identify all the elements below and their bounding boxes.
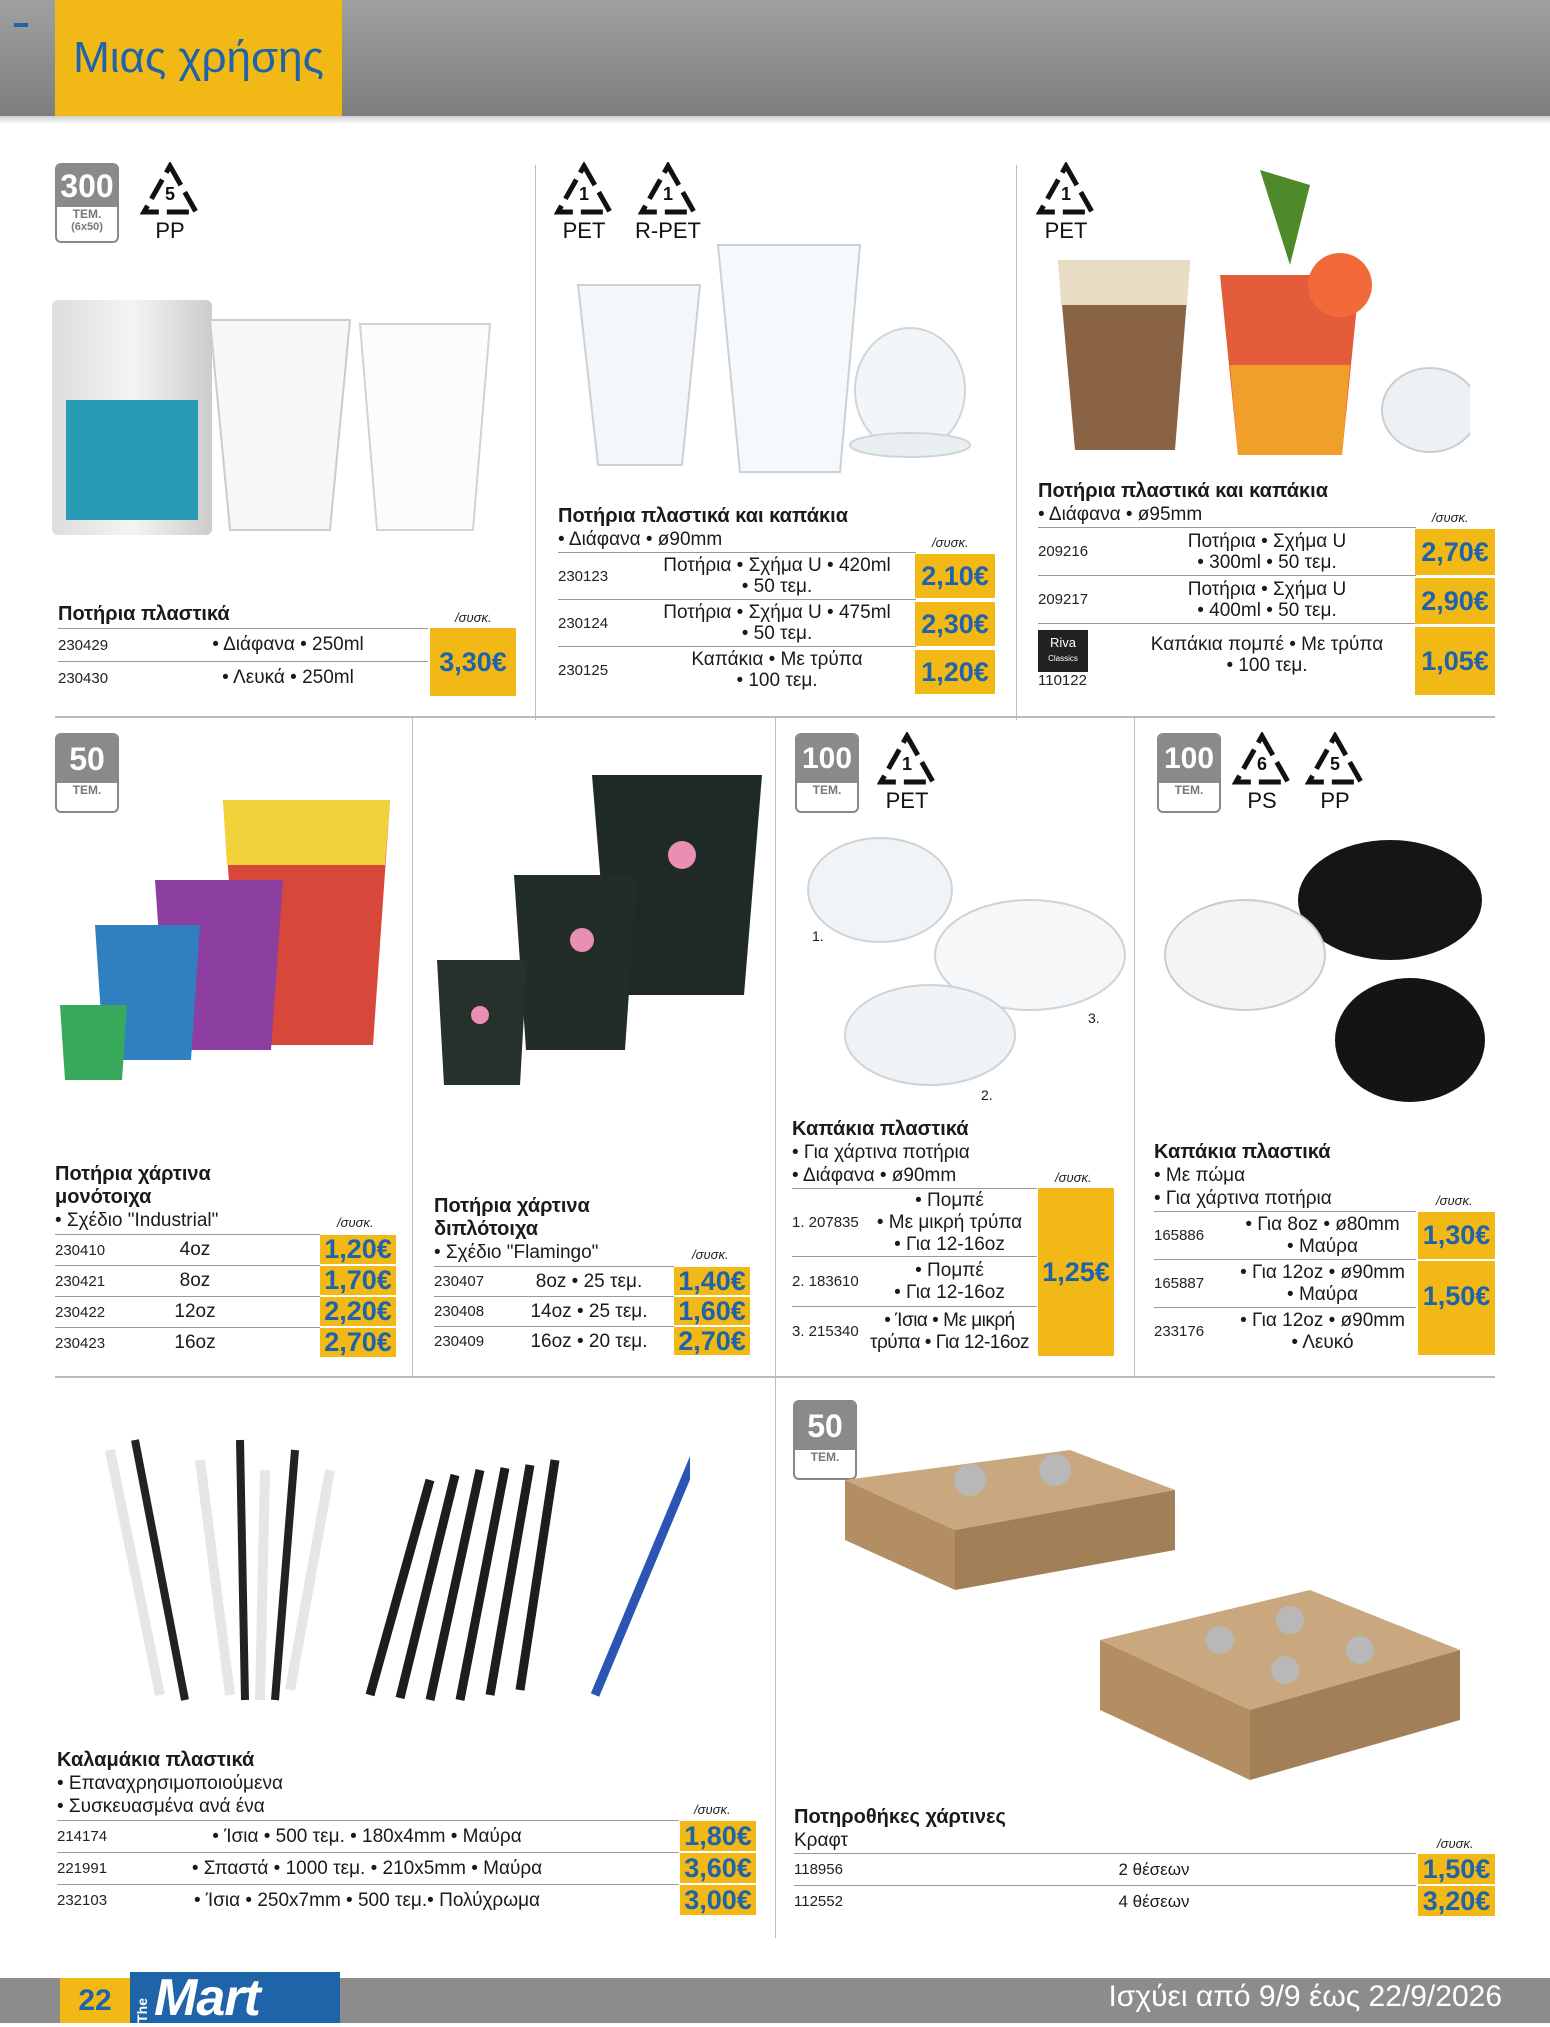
price-tag: 1,70€: [320, 1266, 396, 1295]
recycle-icon: [875, 732, 939, 814]
badge-unit: ΤΕΜ.: [1174, 783, 1204, 797]
recycle-number: 1: [1060, 184, 1071, 204]
table-row: [58, 628, 428, 661]
unit-label: /συσκ.: [1436, 1193, 1473, 1208]
product-title: Καλαμάκια πλαστικά: [57, 1749, 255, 1771]
product-subtitle: Κραφτ: [794, 1830, 849, 1851]
product-code: 230429: [58, 636, 109, 654]
price-tag: 1,30€: [1418, 1212, 1495, 1259]
product-subtitle: • Συσκευασμένα ανά ένα: [57, 1796, 265, 1817]
recycle-label: PET: [885, 788, 929, 813]
badge-number: 50: [57, 735, 117, 783]
product-desc: • Πομπέ: [915, 1259, 984, 1281]
table-row: [1154, 1307, 1416, 1355]
product-desc: • Λευκό: [1291, 1331, 1354, 1353]
product-code: 230408: [434, 1303, 485, 1320]
table-row: [558, 646, 916, 693]
pack-label: [66, 400, 198, 520]
product-desc: Καπάκια πομπέ • Με τρύπα: [1150, 634, 1384, 655]
unit-label: /συσκ.: [692, 1247, 729, 1262]
cup-stack-pack-image: [52, 300, 212, 535]
product-code: 1. 207835: [792, 1214, 859, 1231]
price-tag: 3,20€: [1418, 1886, 1495, 1916]
table-row: [1038, 575, 1416, 623]
unit-label: /συσκ.: [932, 535, 969, 550]
unit-label: /συσκ.: [337, 1215, 374, 1230]
product-table: [434, 1266, 674, 1356]
validity-text: Ισχύει από 9/9 έως 22/9/2026: [1108, 1980, 1502, 2013]
product-desc: • 100 τεμ.: [1226, 655, 1308, 676]
pack-badge: [1157, 733, 1221, 813]
price-tag: 1,20€: [320, 1235, 396, 1264]
table-row: [1038, 527, 1416, 575]
industrial-paper-cups-image: [55, 795, 400, 1085]
table-row: [55, 1265, 320, 1296]
product-code: 3. 215340: [792, 1323, 859, 1340]
price-tag: 1,05€: [1415, 627, 1495, 695]
item-marker: 1.: [812, 928, 824, 944]
product-code: 230430: [58, 669, 109, 687]
product-table: [1038, 527, 1416, 689]
product-code: 230423: [55, 1334, 106, 1352]
recycle-number: 1: [662, 184, 673, 204]
price-tag: 1,50€: [1418, 1261, 1495, 1355]
price-tag: 3,00€: [680, 1885, 756, 1915]
divider: [775, 718, 776, 1378]
product-table: [55, 1234, 320, 1358]
table-row: [792, 1188, 1037, 1256]
divider: [535, 165, 536, 720]
product-code: 230407: [434, 1273, 485, 1290]
badge-sub: (6x50): [71, 221, 103, 233]
product-code: 232103: [57, 1892, 108, 1909]
product-table: [794, 1853, 1416, 1917]
product-code: 230410: [55, 1241, 106, 1259]
product-desc: 8oz • 25 τεμ.: [535, 1270, 643, 1292]
unit-label: /συσκ.: [1437, 1836, 1474, 1851]
unit-label: /συσκ.: [1055, 1170, 1092, 1185]
clear-cups-lids-image: [570, 240, 1000, 480]
product-subtitle: • Επαναχρησιμοποιούμενα: [57, 1773, 283, 1794]
table-row: [434, 1296, 674, 1326]
clear-lids-image: [800, 820, 1130, 1090]
unit-label: /συσκ.: [455, 610, 492, 625]
divider: [412, 718, 413, 1378]
table-row: [55, 1327, 320, 1358]
product-desc: Ποτήρια • Σχήμα U • 475ml: [663, 602, 891, 623]
recycle-icon: [138, 162, 202, 244]
item-marker: 3.: [1088, 1010, 1100, 1026]
badge-number: 300: [57, 165, 117, 207]
recycle-number: 1: [578, 184, 589, 204]
product-code: 2. 183610: [792, 1273, 859, 1290]
product-code: 230422: [55, 1303, 106, 1321]
product-desc: • Μαύρα: [1287, 1235, 1358, 1257]
riva-logo: [1038, 630, 1088, 672]
section-title-box: [55, 0, 342, 116]
badge-number: 50: [795, 1402, 855, 1450]
product-subtitle: • Με πώμα: [1154, 1165, 1246, 1186]
product-title: Ποτηροθήκες χάρτινες: [794, 1806, 1006, 1828]
brand-the: The: [134, 1998, 150, 2023]
table-row: [57, 1884, 679, 1916]
table-row: [792, 1256, 1037, 1306]
badge-unit: ΤΕΜ.: [72, 207, 102, 221]
pack-badge: [55, 163, 119, 243]
product-desc: Ποτήρια • Σχήμα U: [1187, 530, 1347, 552]
product-title: διπλότοιχα: [434, 1218, 539, 1240]
product-code: 230125: [558, 661, 609, 679]
product-code: 221991: [57, 1860, 108, 1877]
price-tag: 2,70€: [320, 1328, 396, 1357]
product-code: 230409: [434, 1333, 485, 1350]
brand-mart: Mart: [154, 1969, 260, 2027]
item-marker: 2.: [981, 1087, 993, 1103]
product-title: Ποτήρια χάρτινα: [55, 1163, 211, 1185]
product-code: 209216: [1038, 543, 1089, 560]
cup-holders-image: [840, 1450, 1480, 1810]
coffee-lids-image: [1160, 840, 1495, 1140]
product-desc: 14oz • 25 τεμ.: [530, 1300, 648, 1322]
section-title: Μιας χρήσης: [73, 33, 324, 82]
table-row: [794, 1853, 1416, 1885]
product-desc: • Για 12oz • ø90mm: [1240, 1309, 1405, 1331]
product-desc: 16oz • 20 τεμ.: [530, 1330, 648, 1352]
product-desc: 8oz: [179, 1270, 211, 1291]
brand-logo: [130, 1969, 340, 2027]
product-table: [558, 552, 916, 693]
recycle-icon: [1303, 732, 1367, 814]
divider: [1016, 165, 1017, 720]
recycle-label: R-PET: [635, 218, 701, 243]
product-desc: • Για 12-16oz: [894, 1233, 1005, 1255]
product-table: [792, 1188, 1037, 1356]
recycle-number: 1: [901, 754, 912, 774]
product-desc: 4 θέσεων: [1118, 1891, 1190, 1911]
divider: [775, 1378, 776, 1938]
product-title: μονότοιχα: [55, 1186, 152, 1208]
product-desc: Ποτήρια • Σχήμα U • 420ml: [663, 555, 891, 576]
badge-number: 100: [797, 735, 857, 783]
product-code: 165886: [1154, 1227, 1205, 1244]
table-row: [792, 1306, 1037, 1356]
product-subtitle: • Διάφανα • ø90mm: [792, 1165, 957, 1186]
product-subtitle: • Για χάρτινα ποτήρια: [792, 1142, 970, 1163]
recycle-label: PS: [1247, 788, 1277, 813]
product-title: Ποτήρια πλαστικά: [58, 603, 230, 625]
logo-name: Riva: [1049, 635, 1076, 650]
price-tag: 3,30€: [430, 628, 516, 696]
plastic-cups-image: [205, 310, 495, 540]
divider: [1134, 718, 1135, 1378]
product-code: 209217: [1038, 591, 1089, 608]
product-subtitle: • Σχέδιο "Industrial": [55, 1210, 219, 1231]
product-code: 118956: [794, 1861, 843, 1878]
coffee-cocktail-cups-image: [1050, 165, 1470, 465]
price-tag: 2,10€: [915, 554, 995, 598]
badge-number: 100: [1159, 735, 1219, 783]
product-desc: • Ίσια • 500 τεμ. • 180x4mm • Μαύρα: [212, 1825, 522, 1847]
product-desc: • Για 12-16oz: [894, 1281, 1005, 1303]
product-desc: • Λευκά • 250ml: [222, 667, 354, 688]
product-desc: Ποτήρια • Σχήμα U: [1187, 578, 1347, 600]
table-row: [1154, 1211, 1416, 1259]
flamingo-paper-cups-image: [432, 770, 767, 1090]
product-desc: Καπάκια • Με τρύπα: [691, 649, 863, 670]
straws-image: [90, 1410, 690, 1710]
recycle-label: PP: [1320, 788, 1350, 813]
product-desc: • Για 8oz • ø80mm: [1245, 1213, 1400, 1235]
product-title: Ποτήρια πλαστικά και καπάκια: [1038, 480, 1329, 502]
product-desc: • Σπαστά • 1000 τεμ. • 210x5mm • Μαύρα: [191, 1857, 543, 1879]
recycle-icon: [1230, 732, 1294, 814]
product-table: [57, 1820, 679, 1916]
product-subtitle: • Για χάρτινα ποτήρια: [1154, 1188, 1332, 1209]
product-code: 165887: [1154, 1275, 1205, 1292]
price-tag: 1,60€: [674, 1297, 750, 1325]
unit-label: /συσκ.: [694, 1802, 731, 1817]
table-row: [55, 1234, 320, 1265]
product-desc: • Για 12oz • ø90mm: [1240, 1261, 1405, 1283]
price-tag: 3,60€: [680, 1853, 756, 1883]
product-desc: • Ίσια • Με μικρή: [884, 1309, 1015, 1331]
product-code: 230421: [55, 1272, 106, 1290]
page-number: 22: [60, 1978, 130, 2023]
product-desc: • Μαύρα: [1287, 1283, 1358, 1305]
product-code: 214174: [57, 1828, 108, 1845]
badge-unit: ΤΕΜ.: [72, 783, 102, 797]
table-row: [57, 1820, 679, 1852]
product-code: 112552: [794, 1893, 843, 1910]
recycle-number: 5: [164, 184, 175, 204]
table-row: [558, 552, 916, 599]
product-table: [58, 628, 428, 694]
table-row: [1154, 1259, 1416, 1307]
table-row: [58, 661, 428, 694]
price-tag: 2,90€: [1415, 578, 1495, 624]
table-row: [794, 1885, 1416, 1917]
recycle-icon: [632, 162, 704, 244]
recycle-label: PET: [562, 218, 606, 243]
price-tag: 2,70€: [1415, 529, 1495, 575]
price-tag: 2,20€: [320, 1297, 396, 1326]
product-desc: • 300ml • 50 τεμ.: [1197, 551, 1337, 573]
product-desc: • Με μικρή τρύπα: [876, 1211, 1023, 1233]
price-tag: 1,80€: [680, 1821, 756, 1851]
product-desc: • 50 τεμ.: [741, 623, 813, 644]
recycle-number: 6: [1256, 754, 1267, 774]
price-tag: 2,30€: [915, 602, 995, 646]
table-row: [57, 1852, 679, 1884]
header-mark: [14, 23, 28, 27]
pack-badge: [795, 733, 859, 813]
product-desc: 2 θέσεων: [1118, 1859, 1190, 1879]
product-desc: • Ίσια • 250x7mm • 500 τεμ.• Πολύχρωμα: [193, 1889, 541, 1911]
price-tag: 1,20€: [915, 650, 995, 694]
table-row: [434, 1266, 674, 1296]
recycle-label: PP: [155, 218, 185, 243]
product-title: Ποτήρια χάρτινα: [434, 1195, 590, 1217]
product-title: Καπάκια πλαστικά: [792, 1118, 969, 1140]
product-desc: • 100 τεμ.: [736, 670, 818, 691]
product-desc: • Διάφανα • 250ml: [212, 634, 364, 655]
price-tag: 1,50€: [1418, 1854, 1495, 1884]
product-desc: τρύπα • Για 12-16oz: [869, 1331, 1030, 1353]
badge-unit: ΤΕΜ.: [812, 783, 842, 797]
price-tag: 1,25€: [1038, 1188, 1114, 1356]
product-code: 110122: [1038, 672, 1087, 689]
table-row: [434, 1326, 674, 1356]
table-row: [55, 1296, 320, 1327]
product-desc: • Πομπέ: [915, 1189, 984, 1211]
unit-label: /συσκ.: [1432, 510, 1469, 525]
header-shadow: [0, 116, 1550, 124]
recycle-icon: [552, 162, 616, 244]
product-code: 230123: [558, 567, 609, 585]
table-row: [558, 599, 916, 646]
table-row: [1038, 623, 1416, 689]
product-desc: 4oz: [179, 1239, 211, 1260]
product-title: Καπάκια πλαστικά: [1154, 1141, 1331, 1163]
product-table: [1154, 1211, 1416, 1355]
product-code: 230124: [558, 614, 609, 632]
product-subtitle: • Διάφανα • ø90mm: [558, 529, 723, 550]
logo-sub: Classics: [1048, 654, 1078, 663]
price-tag: 1,40€: [674, 1267, 750, 1295]
product-code: 233176: [1154, 1323, 1205, 1340]
product-subtitle: • Διάφανα • ø95mm: [1038, 504, 1203, 525]
product-desc: • 50 τεμ.: [741, 576, 813, 597]
product-desc: 16oz: [174, 1332, 216, 1353]
product-subtitle: • Σχέδιο "Flamingo": [434, 1242, 599, 1263]
recycle-label: PET: [1044, 218, 1088, 243]
product-title: Ποτήρια πλαστικά και καπάκια: [558, 505, 849, 527]
product-desc: • 400ml • 50 τεμ.: [1197, 599, 1337, 621]
product-desc: 12oz: [174, 1301, 216, 1322]
badge-unit: ΤΕΜ.: [810, 1450, 840, 1464]
price-tag: 2,70€: [674, 1327, 750, 1355]
recycle-number: 5: [1329, 754, 1340, 774]
